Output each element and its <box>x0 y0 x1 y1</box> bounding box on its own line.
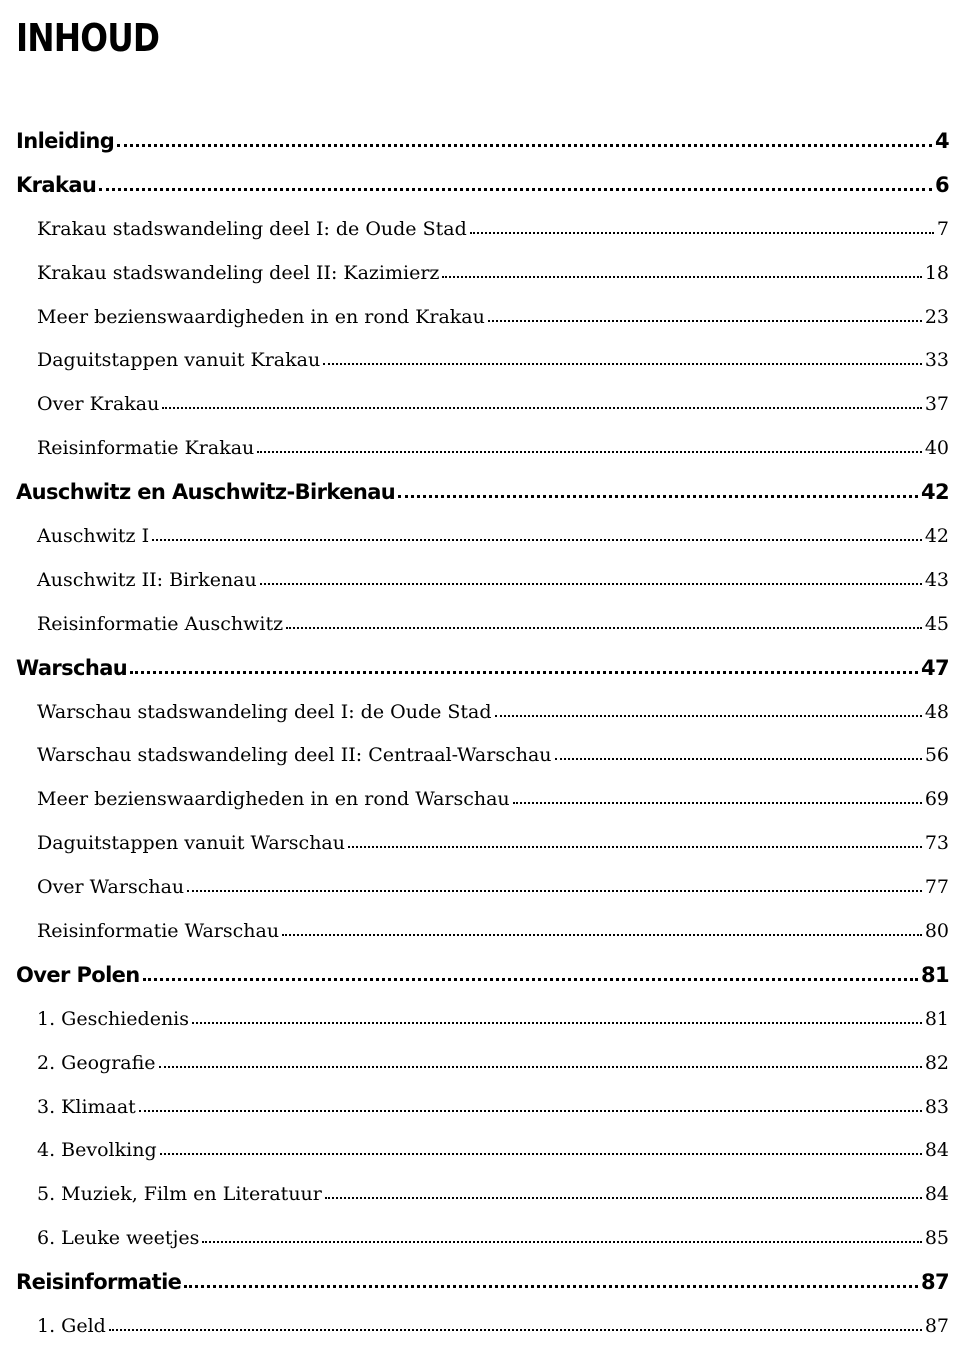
toc-section-entry[interactable] <box>0 691 970 735</box>
toc-entry-title: 1. Geschiedenis <box>37 1007 190 1030</box>
toc-page-number: 33 <box>924 349 949 372</box>
toc-page-number: 80 <box>924 920 949 943</box>
toc-section-entry[interactable] <box>0 822 970 866</box>
toc-entry-title: Reisinformatie Auschwitz <box>37 612 284 635</box>
dot-leader <box>260 581 922 585</box>
toc-chapter-entry[interactable] <box>0 647 970 691</box>
toc-section-entry[interactable] <box>0 427 970 471</box>
toc-page-number: 48 <box>924 700 949 723</box>
toc-entry-title: Reisinformatie Warschau <box>37 920 280 943</box>
toc-section-entry[interactable] <box>0 1217 970 1261</box>
toc-entry-title: Auschwitz II: Birkenau <box>37 568 257 591</box>
dot-leader <box>160 1151 922 1155</box>
toc-entry-title: 1. Geld <box>37 1315 106 1338</box>
dot-leader <box>99 186 932 191</box>
toc-section-entry[interactable] <box>0 734 970 778</box>
dot-leader <box>257 449 922 453</box>
toc-entry-title: Meer bezienswaardigheden in en rond Warschau <box>37 788 510 811</box>
toc-page-number: 42 <box>920 480 949 505</box>
dot-leader <box>152 537 922 541</box>
toc-entry-title: Meer bezienswaardigheden in en rond Krakau <box>37 305 485 328</box>
toc-page-number: 40 <box>924 437 949 460</box>
toc-page-number: 18 <box>924 261 949 284</box>
toc-entry-title: Daguitstappen vanuit Warschau <box>37 832 345 855</box>
dot-leader <box>286 625 922 629</box>
dot-leader <box>442 274 921 278</box>
dot-leader <box>187 888 922 892</box>
toc-chapter-entry[interactable] <box>0 1261 970 1305</box>
toc-page-number: 83 <box>924 1095 949 1118</box>
toc-section-entry[interactable] <box>0 603 970 647</box>
toc-entry-title: 4. Bevolking <box>37 1139 157 1162</box>
toc-section-entry[interactable] <box>0 1173 970 1217</box>
toc-chapter-entry[interactable] <box>0 471 970 515</box>
dot-leader <box>348 844 922 848</box>
toc-page-number: 4 <box>934 129 949 153</box>
dot-leader <box>143 976 918 981</box>
toc-section-entry[interactable] <box>0 296 970 340</box>
toc-page-number: 6 <box>934 172 949 197</box>
toc-entry-title: Over Warschau <box>37 876 185 899</box>
toc-section-entry[interactable] <box>0 778 970 822</box>
toc-entry-title: Reisinformatie Krakau <box>37 437 255 460</box>
toc-entry-title: Krakau stadswandeling deel II: Kazimierz <box>37 261 440 284</box>
toc-page-number: 87 <box>924 1315 949 1338</box>
toc-page-number: 73 <box>924 832 949 855</box>
page-title: INHOUD <box>16 16 160 60</box>
toc-entry-title: Daguitstappen vanuit Krakau <box>37 349 321 372</box>
dot-leader <box>162 405 921 409</box>
toc-entry-title: Auschwitz en Auschwitz-Birkenau <box>16 480 396 505</box>
dot-leader <box>184 1283 918 1288</box>
toc-section-entry[interactable] <box>0 339 970 383</box>
toc-entry-title: 2. Geografie <box>37 1051 156 1074</box>
toc-section-entry[interactable] <box>0 208 970 252</box>
toc-entry-title: Warschau <box>16 655 128 680</box>
toc-entry-title: Inleiding <box>16 129 115 153</box>
toc-section-entry[interactable] <box>0 998 970 1042</box>
toc-entry-title: 6. Leuke weetjes <box>37 1227 200 1250</box>
dot-leader <box>323 361 922 365</box>
toc-entry-title: Auschwitz I <box>37 525 150 548</box>
toc-entry-title: Reisinformatie <box>16 1270 182 1295</box>
toc-page-number: 81 <box>924 1007 949 1030</box>
toc-entry-title: Warschau stadswandeling deel II: Centraal-Warschau <box>37 744 552 767</box>
toc-chapter-entry[interactable] <box>0 120 970 164</box>
toc-page-number: 81 <box>920 962 949 987</box>
toc-page-number: 7 <box>936 217 949 240</box>
toc-entry-title: Over Krakau <box>37 393 160 416</box>
dot-leader <box>109 1327 922 1331</box>
dot-leader <box>555 756 922 760</box>
toc-page-number: 87 <box>920 1270 949 1295</box>
toc-entry-title: Krakau <box>16 172 97 197</box>
toc-chapter-entry[interactable] <box>0 954 970 998</box>
dot-leader <box>398 493 918 498</box>
toc-entry-title: 3. Klimaat <box>37 1095 136 1118</box>
dot-leader <box>130 669 918 674</box>
toc-section-entry[interactable] <box>0 1129 970 1173</box>
dot-leader <box>470 230 934 234</box>
toc-section-entry[interactable] <box>0 866 970 910</box>
toc-entry-title: 5. Muziek, Film en Literatuur <box>37 1183 322 1206</box>
toc-page-number: 84 <box>924 1183 949 1206</box>
toc-page-number: 42 <box>924 525 949 548</box>
dot-leader <box>139 1108 922 1112</box>
dot-leader <box>495 713 922 717</box>
table-of-contents <box>0 120 970 1349</box>
dot-leader <box>325 1195 922 1199</box>
toc-page-number: 77 <box>924 876 949 899</box>
toc-page-number: 85 <box>924 1227 949 1250</box>
toc-page-number: 45 <box>924 612 949 635</box>
toc-section-entry[interactable] <box>0 1086 970 1130</box>
toc-page-number: 43 <box>924 568 949 591</box>
toc-section-entry[interactable] <box>0 1305 970 1349</box>
toc-page-number: 84 <box>924 1139 949 1162</box>
toc-section-entry[interactable] <box>0 515 970 559</box>
toc-page-number: 56 <box>924 744 949 767</box>
dot-leader <box>159 1064 922 1068</box>
toc-section-entry[interactable] <box>0 1042 970 1086</box>
dot-leader <box>488 318 922 322</box>
toc-section-entry[interactable] <box>0 910 970 954</box>
dot-leader <box>282 932 922 936</box>
toc-section-entry[interactable] <box>0 559 970 603</box>
toc-entry-title: Over Polen <box>16 962 140 987</box>
toc-entry-title: Warschau stadswandeling deel I: de Oude Stad <box>37 700 492 723</box>
toc-section-entry[interactable] <box>0 383 970 427</box>
toc-chapter-entry[interactable] <box>0 164 970 208</box>
toc-section-entry[interactable] <box>0 252 970 296</box>
dot-leader <box>192 1020 922 1024</box>
dot-leader <box>117 142 932 147</box>
dot-leader <box>513 800 922 804</box>
dot-leader <box>202 1239 921 1243</box>
toc-entry-title: Krakau stadswandeling deel I: de Oude Stad <box>37 217 467 240</box>
toc-page-number: 37 <box>924 393 949 416</box>
toc-page-number: 47 <box>920 655 949 680</box>
toc-page-number: 69 <box>924 788 949 811</box>
toc-page-number: 23 <box>924 305 949 328</box>
toc-page-number: 82 <box>924 1051 949 1074</box>
